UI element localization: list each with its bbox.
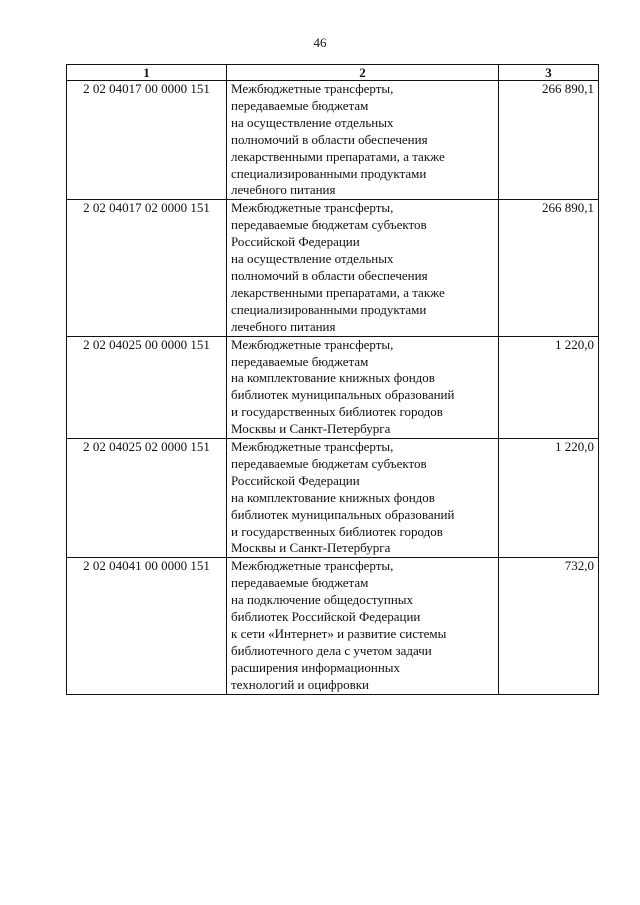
description-line: библиотек муниципальных образований [231,506,455,522]
description-line: Российской Федерации [231,472,360,488]
description-line: лекарственными препаратами, а также [231,284,445,300]
description-line: Москвы и Санкт-Петербурга [231,540,391,556]
column-header-2: 2 [227,65,499,81]
description-line: на подключение общедоступных [231,592,414,608]
budget-code: 2 02 04041 00 0000 151 [67,558,227,694]
description-line: и государственных библиотек городов [231,404,443,420]
description-line: передаваемые бюджетам [231,575,369,591]
page-number: 46 [313,35,327,50]
description [227,336,499,438]
table-row [67,81,599,200]
description-line: лечебного питания [231,318,336,334]
description-line: Москвы и Санкт-Петербурга [231,421,391,437]
description-line: Межбюджетные трансферты, [231,558,394,574]
description-line: технологий и оцифровки [231,676,370,692]
table-row [67,558,599,694]
description-line: к сети «Интернет» и развитие системы [231,626,447,641]
description-line: и государственных библиотек городов [231,523,443,539]
budget-code: 2 02 04017 02 0000 151 [67,200,227,336]
amount: 732,0 [499,558,599,694]
budget-table [66,64,599,695]
amount: 266 890,1 [499,81,599,200]
description-line: на осуществление отдельных [231,114,394,130]
budget-code: 2 02 04025 02 0000 151 [67,439,227,558]
description-line: на комплектование книжных фондов [231,370,435,386]
description-line: библиотек муниципальных образований [231,387,455,403]
amount: 1 220,0 [499,439,599,558]
amount: 1 220,0 [499,336,599,438]
description-line: библиотек Российской Федерации [231,609,421,625]
column-header-3: 3 [499,65,599,81]
table-body [67,81,599,695]
table-row [67,439,599,558]
description-line: специализированными продуктами [231,301,427,317]
table-row [67,336,599,438]
description-line: передаваемые бюджетам [231,97,369,113]
description-line: библиотечного дела с учетом задачи [231,642,432,658]
description-line: Межбюджетные трансферты, [231,200,394,216]
column-header-1: 1 [67,65,227,81]
description-line: Межбюджетные трансферты, [231,336,394,352]
description-line: на осуществление отдельных [231,251,394,267]
description-line: Межбюджетные трансферты, [231,439,394,455]
table-row [67,200,599,336]
description [227,558,499,694]
description-line: полномочий в области обеспечения [231,131,428,147]
amount: 266 890,1 [499,200,599,336]
description-line: расширения информационных [231,659,401,675]
description-line: на комплектование книжных фондов [231,489,435,505]
description-line: передаваемые бюджетам субъектов [231,217,427,233]
description-line: специализированными продуктами [231,165,427,181]
budget-code: 2 02 04017 00 0000 151 [67,81,227,200]
description-line: передаваемые бюджетам [231,353,369,369]
description [227,81,499,200]
description [227,200,499,336]
description [227,439,499,558]
table-header-row [67,65,599,81]
budget-code: 2 02 04025 00 0000 151 [67,336,227,438]
description-line: Российской Федерации [231,234,360,250]
description-line: полномочий в области обеспечения [231,267,428,283]
description-line: лекарственными препаратами, а также [231,148,445,164]
description-line: передаваемые бюджетам субъектов [231,455,427,471]
description-line: Межбюджетные трансферты, [231,81,394,96]
description-line: лечебного питания [231,182,336,198]
